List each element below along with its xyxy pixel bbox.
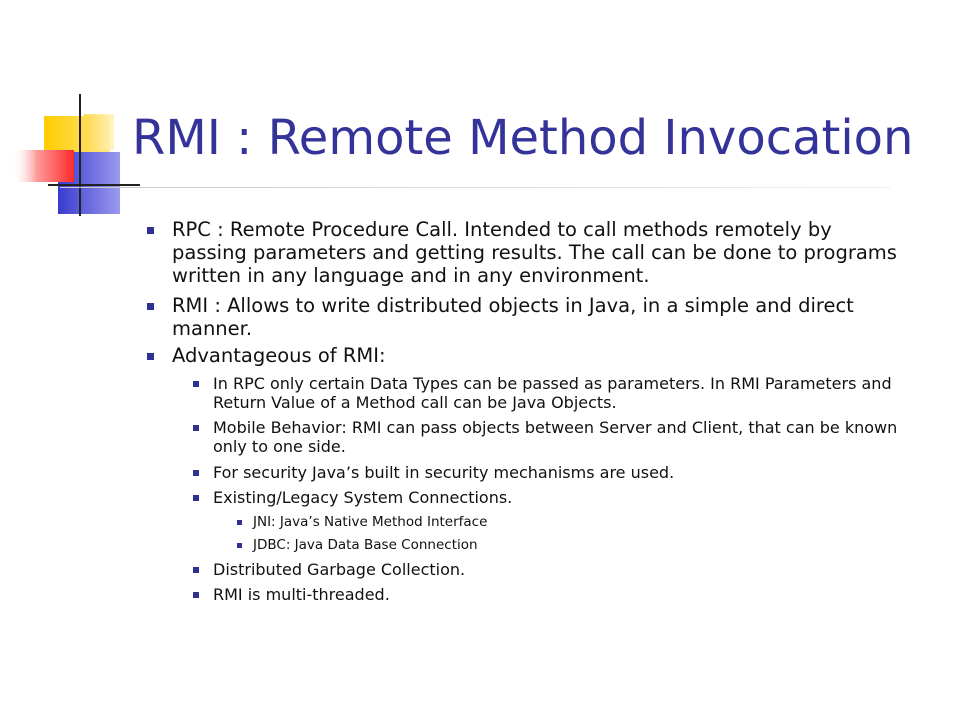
- bullet-marker: [237, 543, 242, 548]
- bullet-marker: [147, 353, 154, 360]
- bullet-marker: [193, 495, 199, 501]
- sub-bullet-text: Distributed Garbage Collection.: [213, 560, 466, 579]
- bullet-marker: [193, 381, 199, 387]
- bullet-marker: [147, 227, 154, 234]
- sub-sub-bullet-text: JDBC: Java Data Base Connection: [253, 537, 478, 553]
- bullet-marker: [193, 567, 199, 573]
- bullet-item: [172, 218, 902, 287]
- bullet-text: RMI : Allows to write distributed objects in Java, in a simple and direct manner.: [172, 294, 854, 340]
- sub-bullet-text: Existing/Legacy System Connections.: [213, 488, 513, 507]
- sub-sub-bullet-item: [253, 537, 853, 554]
- bullet-marker: [193, 425, 199, 431]
- bullet-marker: [193, 592, 199, 598]
- bullet-text: RPC : Remote Procedure Call. Intended to call methods remotely by passing parameters and getting results. The call can be done to programs written in any language and in any environment.: [172, 218, 897, 287]
- sub-bullet-item: [213, 488, 903, 507]
- slide-title: RMI : Remote Method Invocation: [132, 110, 914, 166]
- sub-bullet-text: For security Java’s built in security mechanisms are used.: [213, 463, 675, 482]
- bullet-marker: [193, 470, 199, 476]
- sub-bullet-item: [213, 585, 903, 604]
- bullet-item: [172, 344, 872, 367]
- sub-sub-bullet-item: [253, 514, 853, 531]
- sub-bullet-text: Mobile Behavior: RMI can pass objects between Server and Client, that can be known only to one side.: [213, 418, 898, 456]
- sub-bullet-text: RMI is multi-threaded.: [213, 585, 390, 604]
- bullet-marker: [237, 520, 242, 525]
- bullet-text: Advantageous of RMI:: [172, 344, 386, 367]
- sub-bullet-item: [213, 560, 903, 579]
- sub-bullet-item: [213, 418, 923, 456]
- sub-bullet-item: [213, 463, 903, 482]
- bullet-item: [172, 294, 912, 340]
- bullet-marker: [147, 303, 154, 310]
- sub-bullet-item: [213, 374, 903, 412]
- sub-sub-bullet-text: JNI: Java’s Native Method Interface: [253, 514, 488, 530]
- sub-bullet-text: In RPC only certain Data Types can be passed as parameters. In RMI Parameters and Return Value of a Method call can be Java Objects.: [213, 374, 892, 412]
